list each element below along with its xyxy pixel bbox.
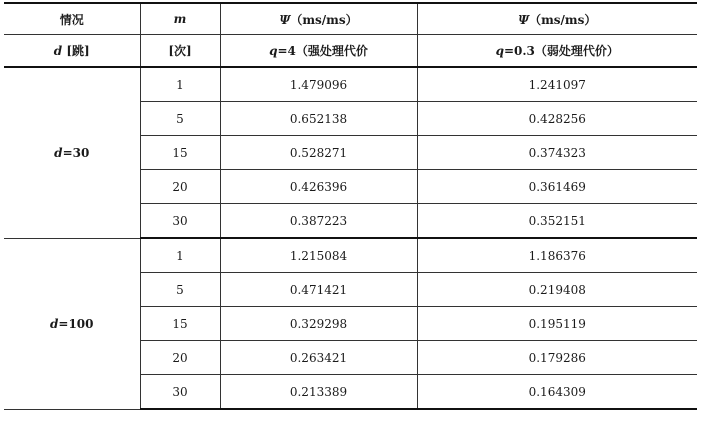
cell-m: 20: [140, 170, 220, 204]
group-label-value: =100: [58, 316, 94, 331]
cell-q03: 0.352151: [417, 204, 697, 239]
cell-m: 1: [140, 238, 220, 273]
cell-q4: 0.263421: [220, 341, 417, 375]
psi-symbol: Ψ: [518, 12, 530, 27]
cell-q03: 0.219408: [417, 273, 697, 307]
cell-q4: 0.387223: [220, 204, 417, 239]
header-d-unit: [4, 35, 140, 68]
q-symbol: q: [495, 44, 504, 58]
q4-label-text: =4（强处理代价: [277, 44, 368, 58]
cell-m: 30: [140, 375, 220, 410]
cell-m: 15: [140, 136, 220, 170]
header-d-unit-text: [跳]: [66, 44, 90, 58]
cell-q03: 0.164309: [417, 375, 697, 410]
cell-q03: 0.195119: [417, 307, 697, 341]
q03-label-text: =0.3（弱处理代价）: [503, 44, 619, 58]
cell-q4: 0.329298: [220, 307, 417, 341]
cell-q4: 0.652138: [220, 102, 417, 136]
header-m-symbol: m: [173, 12, 187, 26]
cell-q4: 1.215084: [220, 238, 417, 273]
cell-q4: 0.213389: [220, 375, 417, 410]
cell-m: 20: [140, 341, 220, 375]
header-row-1: [4, 3, 697, 35]
header-row-2: [4, 35, 697, 68]
d-symbol: d: [54, 145, 63, 160]
header-m-unit: [次]: [140, 35, 220, 68]
group-label-d100: [4, 238, 140, 409]
cell-q03: 1.186376: [417, 238, 697, 273]
group-label-value: =30: [62, 145, 90, 160]
header-q4-label: [220, 35, 417, 68]
d-symbol: d: [50, 316, 59, 331]
cell-q4: 0.528271: [220, 136, 417, 170]
cell-q03: 0.361469: [417, 170, 697, 204]
cell-m: 5: [140, 273, 220, 307]
cell-q4: 0.426396: [220, 170, 417, 204]
table-row: [4, 238, 697, 273]
header-m: [140, 3, 220, 35]
cell-m: 30: [140, 204, 220, 239]
cell-m: 15: [140, 307, 220, 341]
results-table: [4, 2, 697, 410]
cell-q03: 0.428256: [417, 102, 697, 136]
header-q03-label: [417, 35, 697, 68]
cell-q03: 0.179286: [417, 341, 697, 375]
header-psi-q03: [417, 3, 697, 35]
cell-q03: 0.374323: [417, 136, 697, 170]
psi-unit: （ms/ms）: [529, 12, 597, 27]
cell-q4: 0.471421: [220, 273, 417, 307]
cell-q03: 1.241097: [417, 67, 697, 102]
header-psi-q4: [220, 3, 417, 35]
header-situation: 情况: [4, 3, 140, 35]
header-d-symbol: d: [53, 44, 63, 58]
q-symbol: q: [269, 44, 278, 58]
group-label-d30: [4, 67, 140, 238]
cell-q4: 1.479096: [220, 67, 417, 102]
table-row: [4, 67, 697, 102]
psi-symbol: Ψ: [279, 12, 291, 27]
psi-unit: （ms/ms）: [290, 12, 358, 27]
cell-m: 5: [140, 102, 220, 136]
cell-m: 1: [140, 67, 220, 102]
